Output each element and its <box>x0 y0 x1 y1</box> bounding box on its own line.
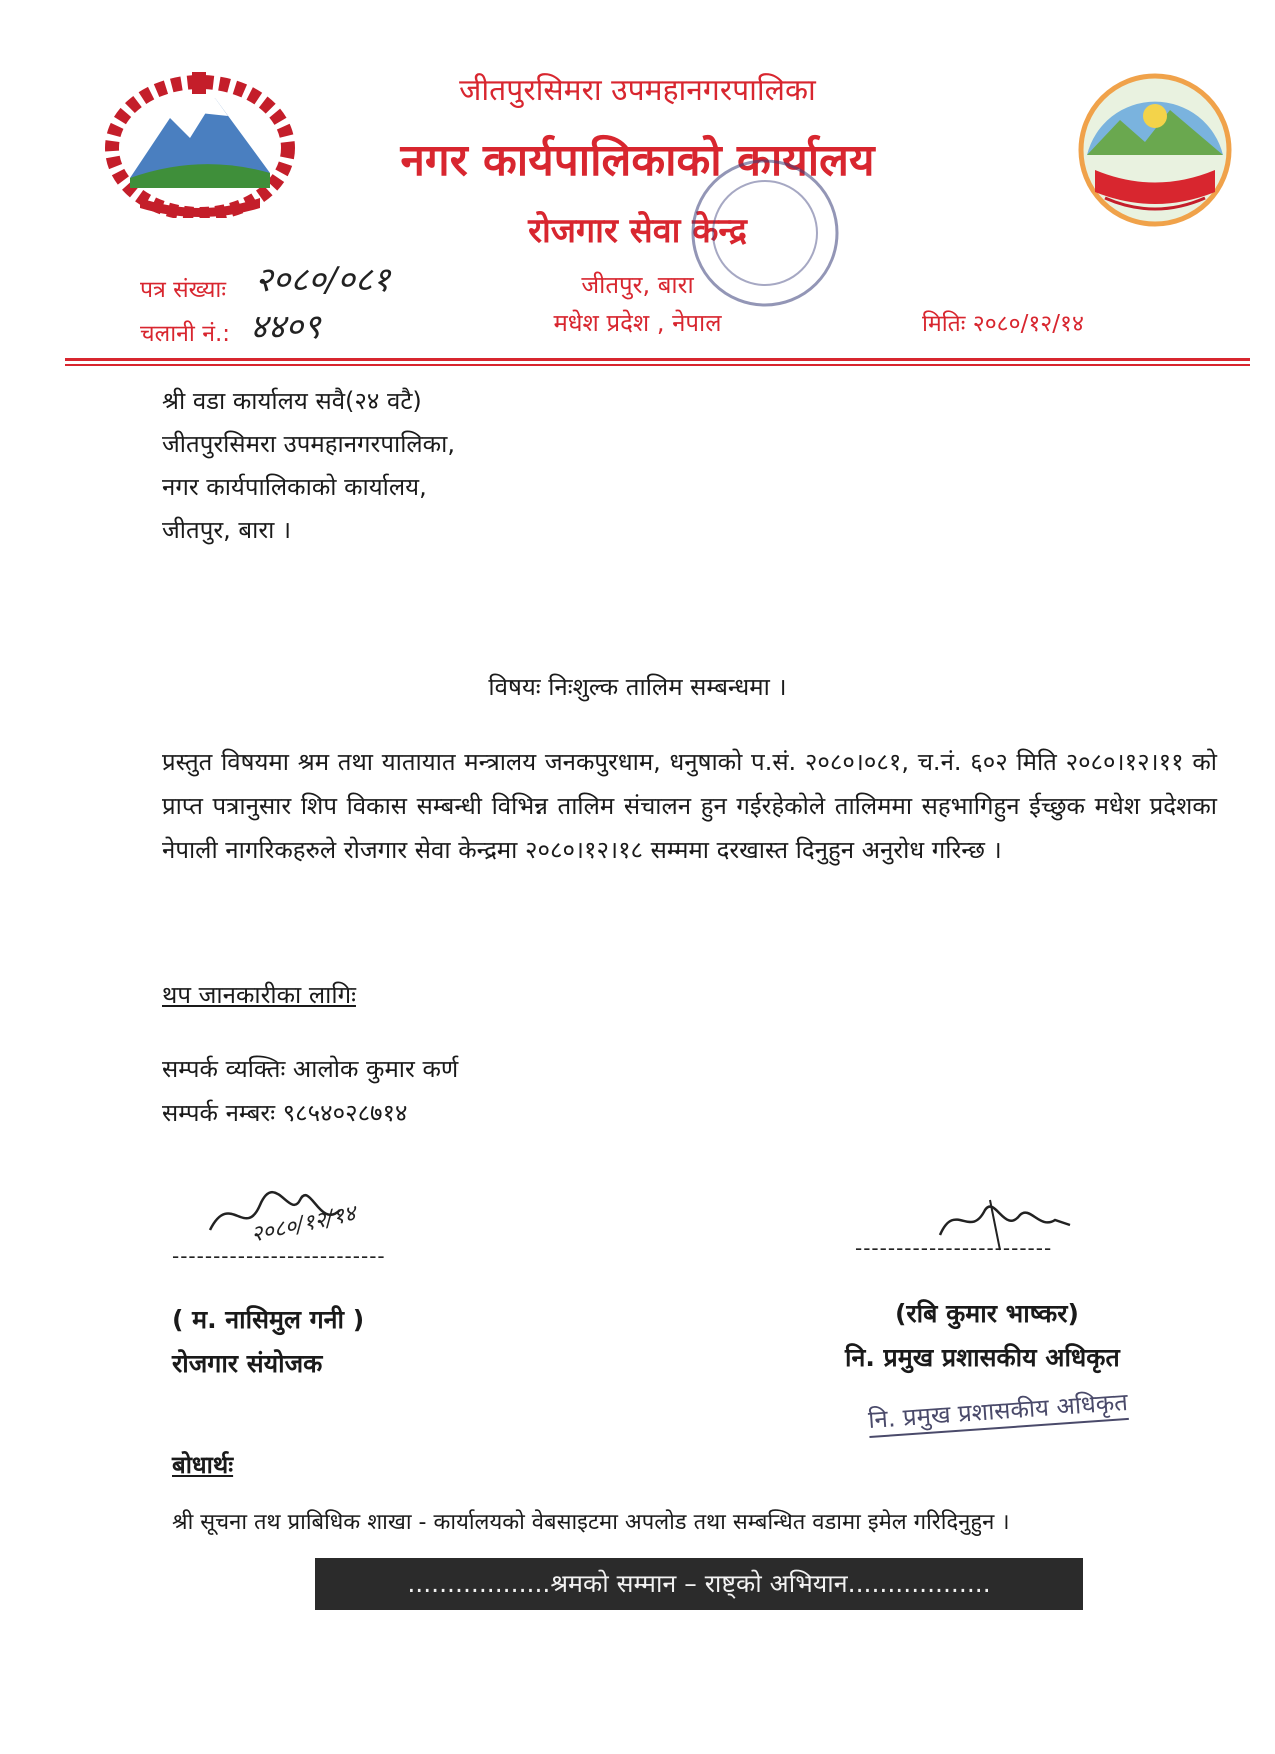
recipient-line-4: जीतपुर, बारा । <box>162 516 292 544</box>
contact-number: सम्पर्क नम्बरः ९८५४०२८७१४ <box>162 1099 408 1127</box>
left-signature-line: -------------------------- <box>172 1244 386 1268</box>
cc-heading: बोधार्थः <box>172 1451 234 1479</box>
contact-person: सम्पर्क व्यक्तिः आलोक कुमार कर्ण <box>162 1055 459 1083</box>
office-seal-stamp <box>680 148 850 318</box>
contact-heading: थप जानकारीका लागिः <box>162 981 356 1009</box>
left-signer-title: रोजगार संयोजक <box>172 1349 323 1378</box>
center-name: रोजगार सेवा केन्द्र <box>528 211 747 251</box>
header-divider <box>65 358 1250 361</box>
header-divider-secondary <box>65 364 1250 366</box>
letter-no-value: २०८०/०८१ <box>255 260 391 300</box>
left-signature-date: २०८०/१२/१४ <box>248 1201 359 1248</box>
dispatch-no-value: ४४०९ <box>250 307 321 347</box>
letter-subject: विषयः निःशुल्क तालिम सम्बन्धमा । <box>488 673 787 701</box>
office-name: नगर कार्यपालिकाको कार्यालय <box>400 135 875 186</box>
address-city: जीतपुर, बारा <box>581 271 694 299</box>
right-signature-line: ------------------------ <box>855 1236 1053 1260</box>
right-signer-title: नि. प्रमुख प्रशासकीय अधिकृत <box>845 1343 1120 1372</box>
recipient-line-1: श्री वडा कार्यालय सवै(२४ वटै) <box>162 387 422 415</box>
designation-stamp: नि. प्रमुख प्रशासकीय अधिकृत <box>867 1385 1129 1438</box>
letter-no-label: पत्र संख्याः <box>140 277 227 303</box>
left-signer-name: ( म. नासिमुल गनी ) <box>172 1305 365 1334</box>
recipient-line-2: जीतपुरसिमरा उपमहानगरपालिका, <box>162 430 455 458</box>
right-signer-name: (रबि कुमार भाष्कर) <box>895 1299 1079 1328</box>
footer-slogan: ..................श्रमको सम्मान – राष्ट्को अभियान.................. <box>315 1558 1083 1610</box>
recipient-line-3: नगर कार्यपालिकाको कार्यालय, <box>162 473 427 501</box>
letter-date: मितिः २०८०/१२/१४ <box>922 311 1084 337</box>
cc-line: श्री सूचना तथ प्राबिधिक शाखा - कार्यालयको वेबसाइटमा अपलोड तथा सम्बन्धित वडामा इमेल गरिदिनुहुन । <box>172 1510 1010 1535</box>
letter-body: प्रस्तुत विषयमा श्रम तथा यातायात मन्त्रालय जनकपुरधाम, धनुषाको प.सं. २०८०।०८१, च.नं. ६०२ मिति २०८०।१२।११ को प्राप्त पत्रानुसार शिप विकास सम्बन्धी विभिन्न तालिम संचालन हुन गईरहेकोले तालिममा सहभागिहुन ईच्छुक मधेश प्रदेशका नेपाली नागरिकहरुले रोजगार सेवा केन्द्रमा २०८०।१२।१८ सम्ममा दरखास्त दिनुहुन अनुरोध गरिन्छ । <box>162 748 1217 864</box>
dispatch-no-label: चलानी नं.: <box>140 321 231 347</box>
municipality-name: जीतपुरसिमरा उपमहानगरपालिका <box>459 73 816 108</box>
address-province: मधेश प्रदेश , नेपाल <box>553 309 722 337</box>
